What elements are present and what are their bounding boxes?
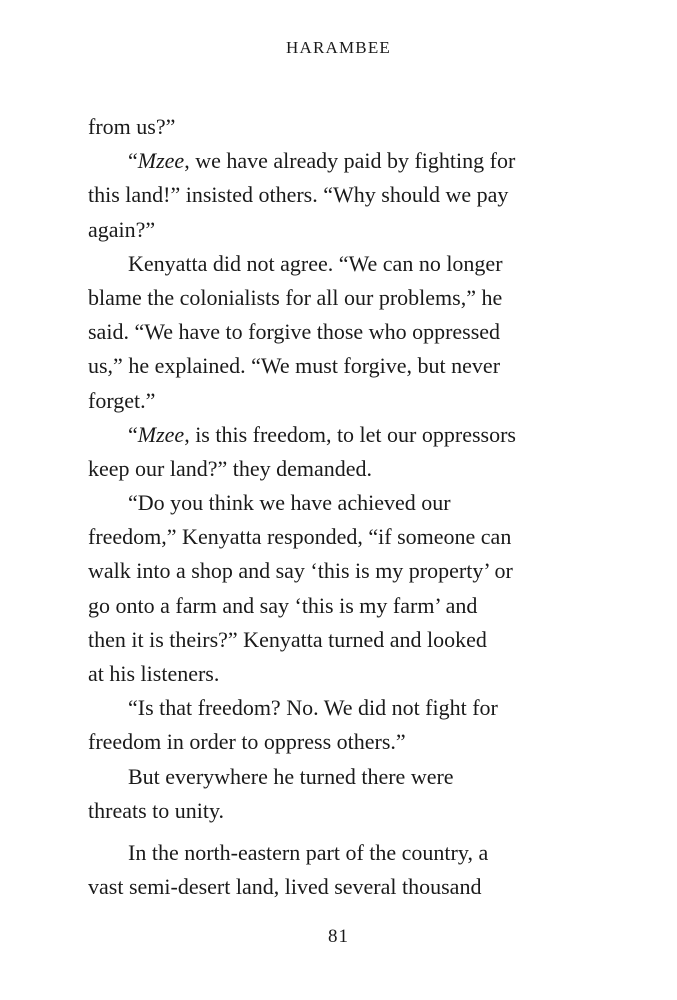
text-line: In the north-eastern part of the country, a — [128, 839, 489, 865]
paragraph-gap — [88, 828, 598, 836]
text-line: go onto a farm and say ‘this is my farm’ and — [88, 592, 478, 618]
text-line: said. “We have to forgive those who oppressed — [88, 319, 501, 345]
emphasis: Mzee — [137, 148, 185, 174]
text-line: from us?” — [88, 114, 176, 139]
text-line: “Do you think we have achieved our — [128, 490, 451, 516]
text-line: forget.” — [88, 387, 156, 413]
text-line: keep our land?” they demanded. — [88, 455, 373, 481]
running-head: HARAMBEE — [286, 38, 391, 57]
text-line: Kenyatta did not agree. “We can no longer — [128, 250, 503, 276]
text-line: blame the colonialists for all our problems,” he — [88, 284, 503, 310]
body-text — [88, 110, 598, 904]
text-line: “Mzee, we have already paid by fighting for — [128, 148, 516, 174]
text-line: threats to unity. — [88, 797, 225, 823]
text-line: freedom in order to oppress others.” — [88, 729, 406, 755]
text-line: vast semi-desert land, lived several thousand — [88, 874, 482, 900]
text-line: at his listeners. — [88, 661, 220, 686]
text-line: again?” — [88, 216, 156, 242]
text-line: “Is that freedom? No. We did not fight for — [128, 695, 498, 721]
text-line: this land!” insisted others. “Why should we pay — [88, 182, 509, 208]
text-line: freedom,” Kenyatta responded, “if someone can — [88, 524, 512, 550]
emphasis: Mzee — [137, 421, 185, 447]
text-line: But everywhere he turned there were — [128, 763, 454, 789]
text-line: us,” he explained. “We must forgive, but never — [88, 353, 501, 379]
text-line: “Mzee, is this freedom, to let our oppressors — [128, 421, 516, 447]
text-line: then it is theirs?” Kenyatta turned and looked — [88, 626, 487, 652]
text-line: walk into a shop and say ‘this is my property’ or — [88, 558, 513, 584]
page-number: 81 — [328, 926, 349, 947]
